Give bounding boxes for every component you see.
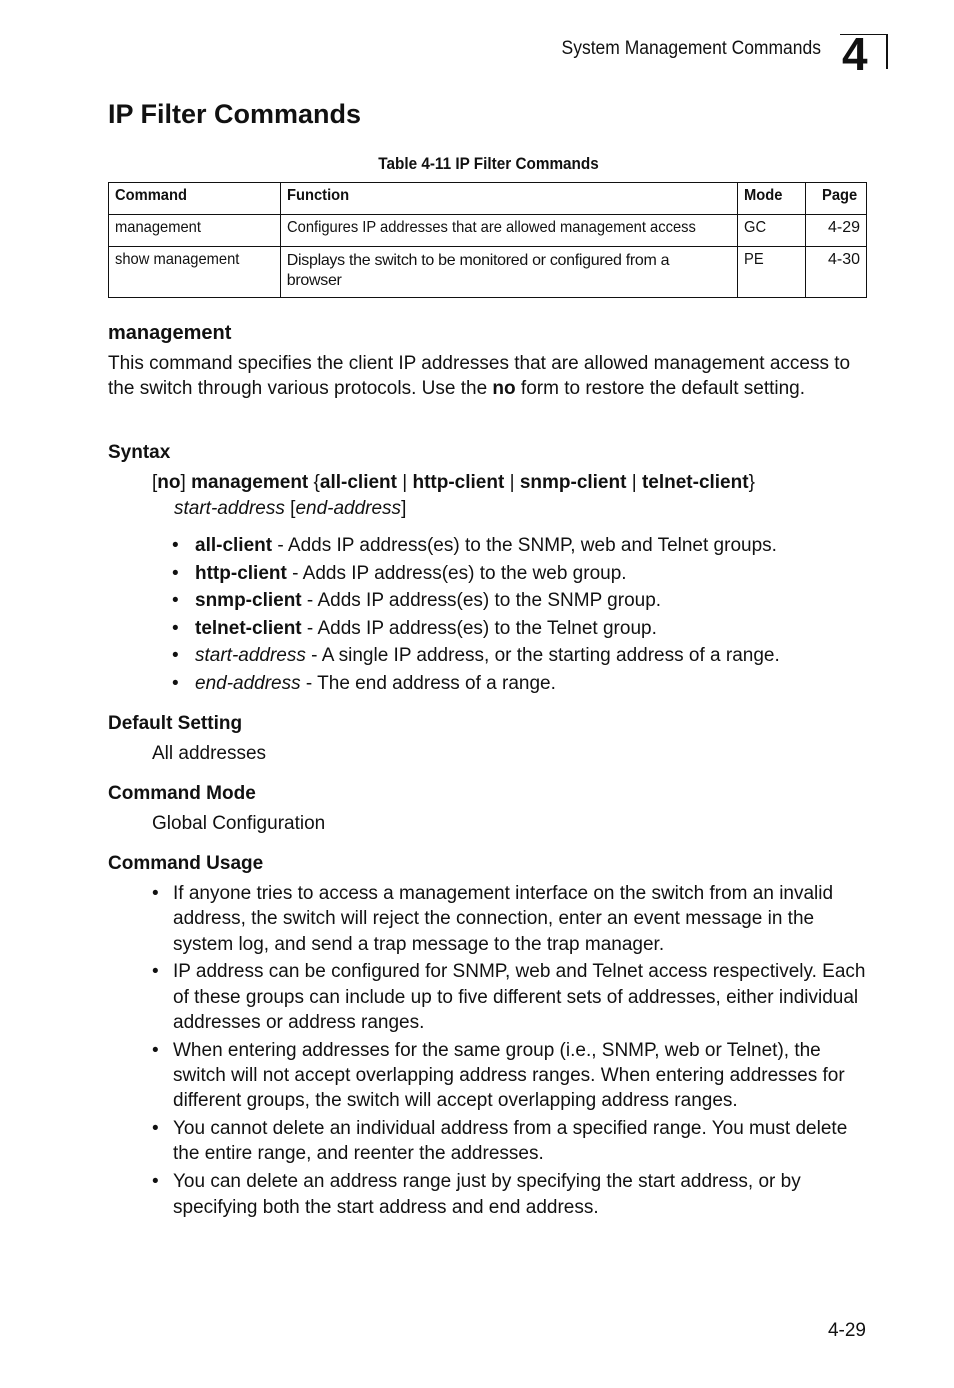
running-header-title: System Management Commands [561, 38, 821, 59]
table-row [109, 215, 867, 247]
command-usage-list [150, 881, 870, 1222]
syntax-block [152, 470, 872, 522]
list-item: • IP address can be configured for SNMP, web and Telnet access respectively. Each of these groups can include up to five different sets of addresses, either individual addresses or address ranges. [150, 959, 870, 1035]
list-item [172, 642, 780, 670]
section-title: IP Filter Commands [108, 99, 362, 129]
table-cell-command [109, 215, 281, 247]
param-desc: - A single IP address, or the starting address of a range. [305, 645, 780, 667]
param-name: http-client [195, 562, 287, 584]
cell-text: GC [744, 219, 767, 236]
column-header-function [280, 183, 737, 215]
description-no-keyword: no [492, 378, 516, 399]
cell-text: PE [744, 251, 764, 268]
param-desc: - The end address of a range. [300, 672, 556, 694]
syntax-line-1 [152, 470, 872, 496]
chapter-tab [840, 28, 888, 80]
command-mode-value: Global Configuration [152, 813, 326, 834]
syntax-option: telnet-client [641, 472, 749, 493]
cell-text: show management [115, 251, 240, 268]
syntax-bracket: ] [401, 498, 407, 519]
command-description [108, 351, 868, 401]
param-name: start-address [195, 645, 306, 667]
command-mode-heading: Command Mode [108, 783, 256, 804]
default-setting-heading: Default Setting [108, 713, 243, 734]
list-item: • You cannot delete an individual address from a specified range. You must delete the entire range, and reenter the addresses. [150, 1116, 870, 1167]
param-desc: - Adds IP address(es) to the Telnet group. [301, 617, 657, 639]
list-item: • You can delete an address range just by specifying the start address, or by specifying both the start address and end address. [150, 1169, 870, 1220]
table-cell-mode [738, 215, 805, 247]
list-item: • If anyone tries to access a management interface on the switch from an invalid address, the switch will reject the connection, enter an event message in the system log, and send a trap message to the trap manager. [150, 881, 870, 957]
command-heading: management [108, 322, 232, 344]
column-header-command-text: Command [115, 187, 187, 204]
param-name: snmp-client [195, 590, 302, 612]
param-name: telnet-client [195, 617, 302, 639]
list-item [172, 615, 780, 643]
syntax-separator: | [504, 472, 520, 493]
syntax-line-2 [152, 496, 872, 522]
table-cell-command [109, 247, 281, 298]
list-item [172, 532, 780, 560]
param-name: end-address [195, 672, 301, 694]
syntax-bracket: [ [284, 498, 296, 519]
column-header-mode-text: Mode [744, 187, 783, 204]
table-cell-function [280, 247, 737, 298]
table-cell-page [805, 215, 866, 247]
table-row [109, 247, 867, 298]
param-name: all-client [195, 535, 273, 556]
syntax-separator: | [396, 472, 413, 493]
table-caption-wrapper [0, 154, 954, 174]
cell-text: Displays the switch to be monitored or configured from a browser [286, 252, 670, 289]
command-usage-heading: Command Usage [108, 853, 264, 874]
syntax-bracket: [ [152, 472, 158, 493]
table-cell-page [805, 247, 866, 298]
cell-text: 4-30 [827, 251, 860, 268]
list-item [172, 670, 780, 698]
column-header-page [805, 183, 866, 215]
default-setting-value: All addresses [152, 743, 267, 764]
list-item [172, 560, 780, 588]
description-text-2: form to restore the default setting. [515, 378, 806, 399]
syntax-heading: Syntax [108, 442, 171, 463]
param-desc: - Adds IP address(es) to the SNMP group. [301, 590, 662, 612]
syntax-brace: { [313, 472, 320, 493]
page-number: 4-29 [827, 1320, 866, 1341]
cell-text: Configures IP addresses that are allowed management access [286, 219, 696, 236]
syntax-option: all-client [319, 472, 397, 493]
column-header-function-text: Function [286, 187, 349, 204]
param-desc: - Adds IP address(es) to the web group. [286, 562, 627, 584]
syntax-separator: | [626, 472, 642, 493]
table-caption: Table 4-11 IP Filter Commands [378, 154, 600, 173]
syntax-parameter-list [172, 532, 780, 698]
column-header-page-text: Page [821, 187, 857, 204]
column-header-mode [738, 183, 805, 215]
column-header-command [109, 183, 281, 215]
syntax-start-address: start-address [174, 498, 285, 519]
description-text-1: This command specifies the client IP addresses that are allowed management access to the switch through various protocols. Use the [108, 353, 851, 399]
syntax-command: management [191, 472, 309, 493]
syntax-bracket: ] [180, 472, 186, 493]
syntax-option: http-client [412, 472, 505, 493]
syntax-no-keyword: no [157, 472, 181, 493]
cell-text: 4-29 [827, 219, 860, 236]
table-cell-function [280, 215, 737, 247]
ip-filter-commands-table [108, 182, 867, 298]
cell-text: management [115, 219, 201, 236]
syntax-brace: } [748, 472, 755, 493]
table-cell-mode [738, 247, 805, 298]
chapter-number: 4 [842, 28, 868, 80]
table-header-row [109, 183, 867, 215]
param-desc: - Adds IP address(es) to the SNMP, web and Telnet groups. [272, 535, 777, 556]
syntax-end-address: end-address [295, 498, 402, 519]
list-item: • When entering addresses for the same group (i.e., SNMP, web or Telnet), the switch will not accept overlapping address ranges. When entering addresses for different groups, the switch will accept overlapping address ranges. [150, 1038, 870, 1114]
list-item [172, 587, 780, 615]
syntax-option: snmp-client [519, 472, 627, 493]
